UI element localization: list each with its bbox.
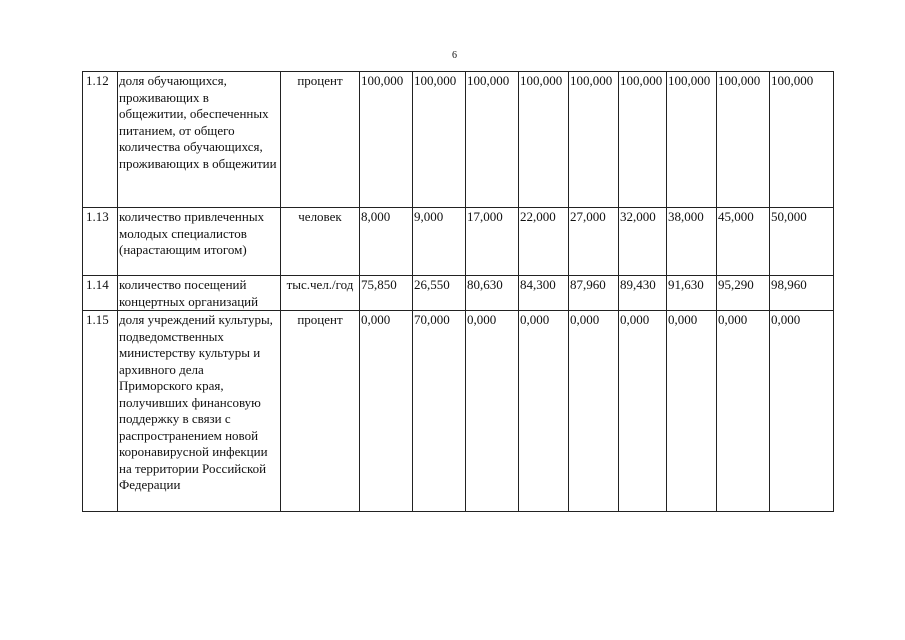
value-cell: 100,000 [619, 72, 667, 208]
value-cell: 22,000 [519, 208, 569, 276]
indicator-description: доля обучающихся, проживающих в общежитии, обеспеченных питанием, от общего количества обучающихся, проживающих в общежитии [118, 72, 281, 208]
value-cell: 38,000 [667, 208, 717, 276]
row-number: 1.15 [83, 311, 118, 512]
value-cell: 95,290 [717, 276, 770, 311]
value-cell: 87,960 [569, 276, 619, 311]
value-cell: 100,000 [413, 72, 466, 208]
value-cell: 75,850 [360, 276, 413, 311]
value-cell: 0,000 [717, 311, 770, 512]
unit-cell: тыс.чел./год [281, 276, 360, 311]
value-cell: 0,000 [667, 311, 717, 512]
value-cell: 84,300 [519, 276, 569, 311]
table-row [83, 208, 834, 276]
value-cell: 50,000 [770, 208, 834, 276]
value-cell: 100,000 [519, 72, 569, 208]
value-cell: 27,000 [569, 208, 619, 276]
value-cell: 9,000 [413, 208, 466, 276]
value-cell: 100,000 [360, 72, 413, 208]
row-number: 1.14 [83, 276, 118, 311]
row-number: 1.12 [83, 72, 118, 208]
value-cell: 100,000 [466, 72, 519, 208]
value-cell: 0,000 [770, 311, 834, 512]
value-cell: 0,000 [569, 311, 619, 512]
indicator-description: количество посещений концертных организаций [118, 276, 281, 311]
unit-cell: человек [281, 208, 360, 276]
value-cell: 100,000 [717, 72, 770, 208]
value-cell: 0,000 [519, 311, 569, 512]
table-row [83, 72, 834, 208]
unit-cell: процент [281, 311, 360, 512]
value-cell: 100,000 [770, 72, 834, 208]
table-row [83, 276, 834, 311]
indicator-description: количество привлеченных молодых специалистов (нарастающим итогом) [118, 208, 281, 276]
value-cell: 100,000 [667, 72, 717, 208]
indicator-description: доля учреждений культуры, подведомственных министерству культуры и архивного дела Приморского края, получивших финансовую поддержку в связи с распространением новой коронавирусной инфекции на территории Российской Федерации [118, 311, 281, 512]
indicator-table [82, 71, 834, 512]
value-cell: 98,960 [770, 276, 834, 311]
value-cell: 26,550 [413, 276, 466, 311]
row-number: 1.13 [83, 208, 118, 276]
value-cell: 70,000 [413, 311, 466, 512]
value-cell: 8,000 [360, 208, 413, 276]
value-cell: 91,630 [667, 276, 717, 311]
value-cell: 45,000 [717, 208, 770, 276]
value-cell: 32,000 [619, 208, 667, 276]
table-row [83, 311, 834, 512]
value-cell: 17,000 [466, 208, 519, 276]
value-cell: 0,000 [466, 311, 519, 512]
value-cell: 80,630 [466, 276, 519, 311]
page-number: 6 [452, 50, 457, 61]
value-cell: 89,430 [619, 276, 667, 311]
unit-cell: процент [281, 72, 360, 208]
value-cell: 100,000 [569, 72, 619, 208]
value-cell: 0,000 [619, 311, 667, 512]
value-cell: 0,000 [360, 311, 413, 512]
